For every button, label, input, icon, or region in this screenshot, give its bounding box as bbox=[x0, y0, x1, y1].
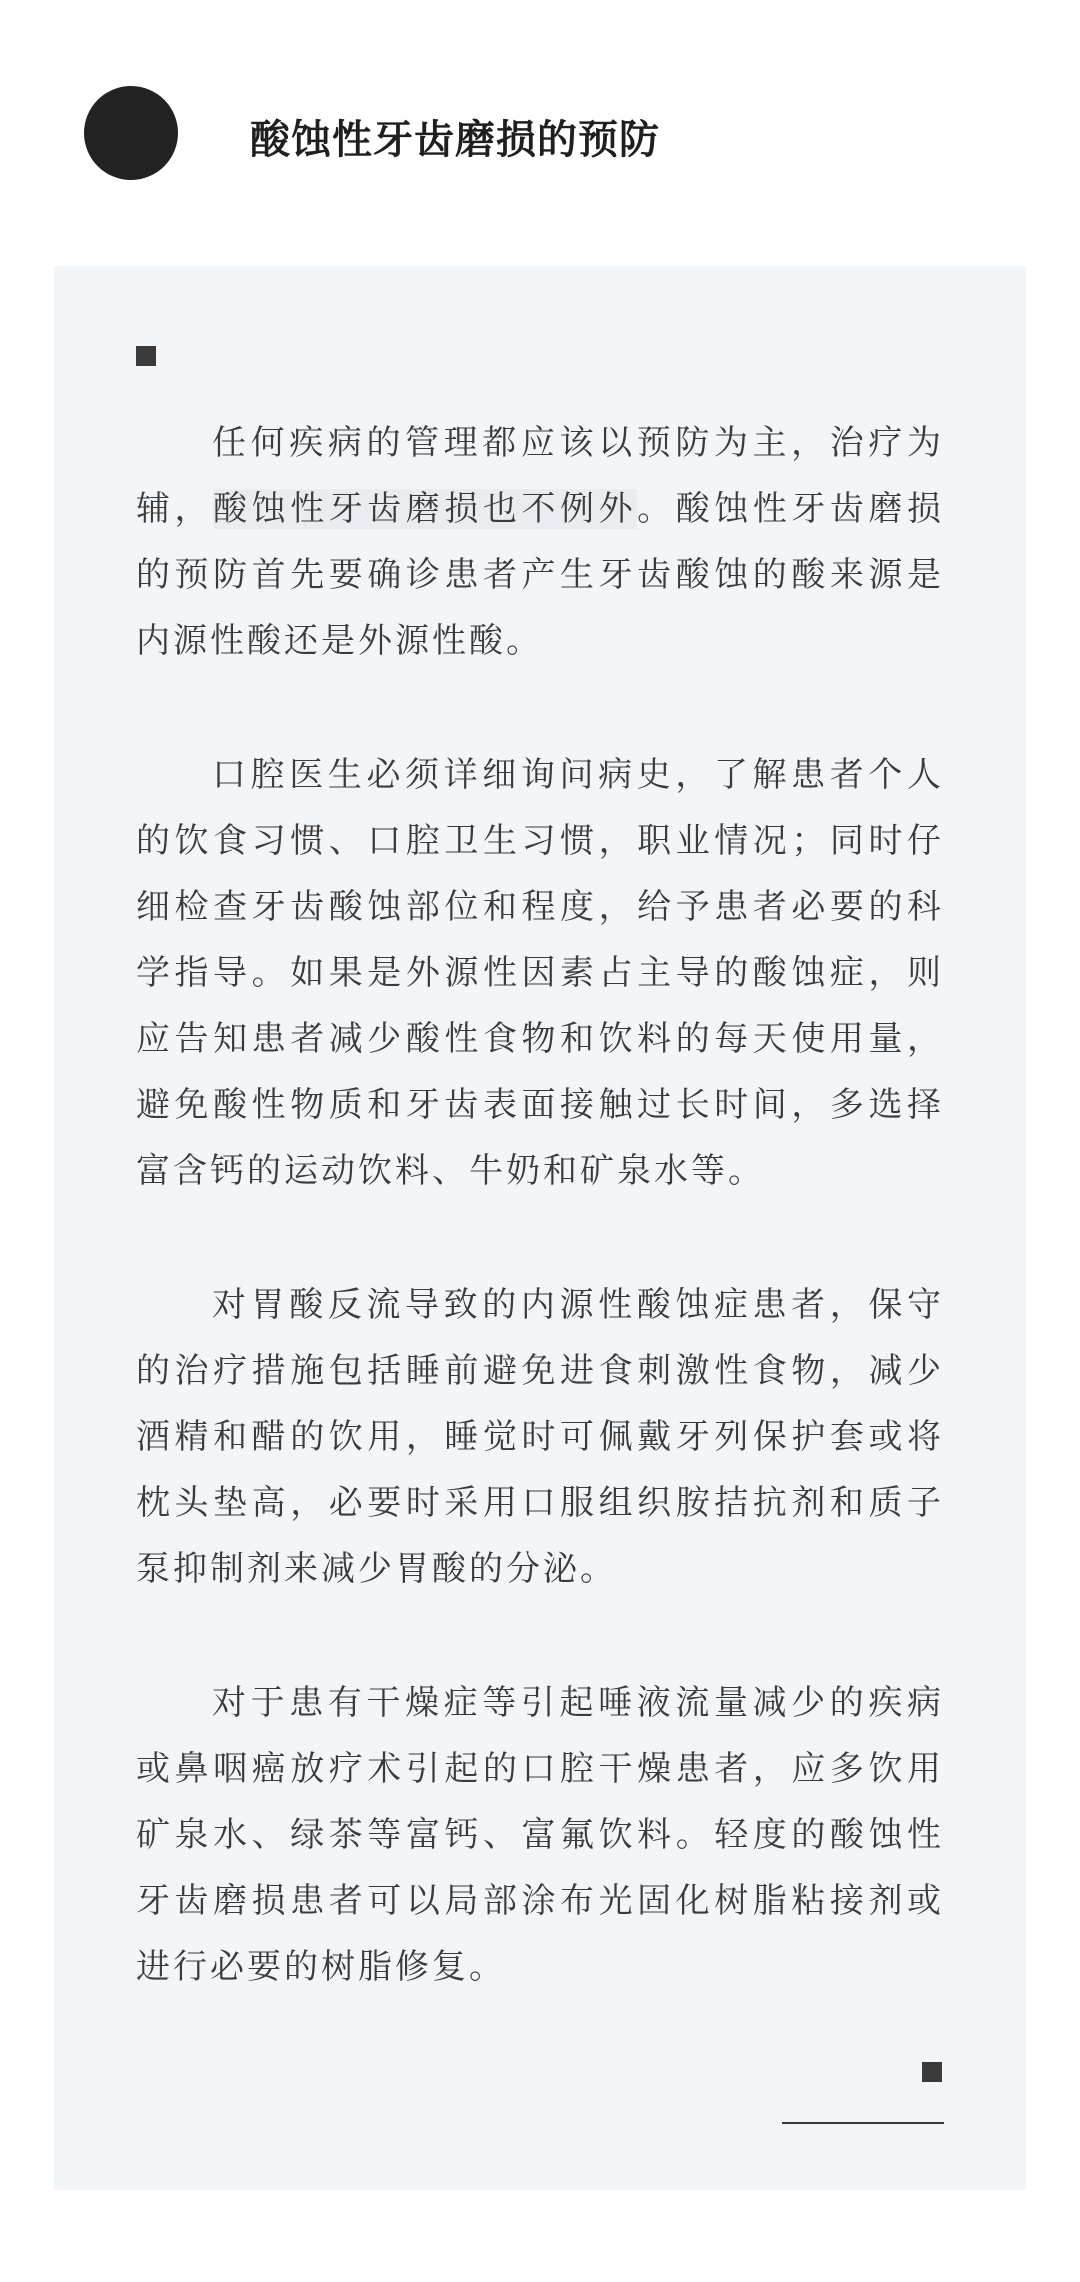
paragraph-2: 口腔医生必须详细询问病史，了解患者个人的饮食习惯、口腔卫生习惯，职业情况；同时仔细检查牙齿酸蚀部位和程度，给予患者必要的科学指导。如果是外源性因素占主导的酸蚀症，则应告知患者减少酸性食物和饮料的每天使用量，避免酸性物质和牙齿表面接触过长时间，多选择富含钙的运动饮料、牛奶和矿泉水等。 bbox=[136, 755, 944, 1191]
paragraph-3: 对胃酸反流导致的内源性酸蚀症患者，保守的治疗措施包括睡前避免进食刺激性食物，减少酒精和醋的饮用，睡觉时可佩戴牙列保护套或将枕头垫高，必要时采用口服组织胺拮抗剂和质子泵抑制剂来减少胃酸的分泌。 bbox=[136, 1285, 944, 1589]
end-divider bbox=[782, 2122, 944, 2124]
end-square-marker-icon bbox=[922, 2062, 942, 2082]
page-title: 酸蚀性牙齿磨损的预防 bbox=[250, 117, 660, 163]
header-dot-icon bbox=[84, 86, 178, 180]
paragraph-1-text: 任何疾病的管理都应该以预防为主，治疗为辅， bbox=[136, 423, 944, 529]
paragraph-1 bbox=[136, 410, 944, 674]
article-card bbox=[54, 266, 1026, 2190]
highlighted-text: 酸蚀性牙齿磨损也不例外 bbox=[213, 489, 638, 529]
paragraph-4: 对于患有干燥症等引起唾液流量减少的疾病或鼻咽癌放疗术引起的口腔干燥患者，应多饮用矿泉水、绿茶等富钙、富氟饮料。轻度的酸蚀性牙齿磨损患者可以局部涂布光固化树脂粘接剂或进行必要的树脂修复。 bbox=[136, 1683, 944, 1987]
paragraph-1-text-end: 。酸蚀性牙齿磨损的预防首先要确诊患者产生牙齿酸蚀的酸来源是内源性酸还是外源性酸。 bbox=[136, 489, 945, 661]
square-marker-icon bbox=[136, 346, 156, 366]
article-content bbox=[136, 410, 944, 2000]
header bbox=[0, 0, 1080, 260]
